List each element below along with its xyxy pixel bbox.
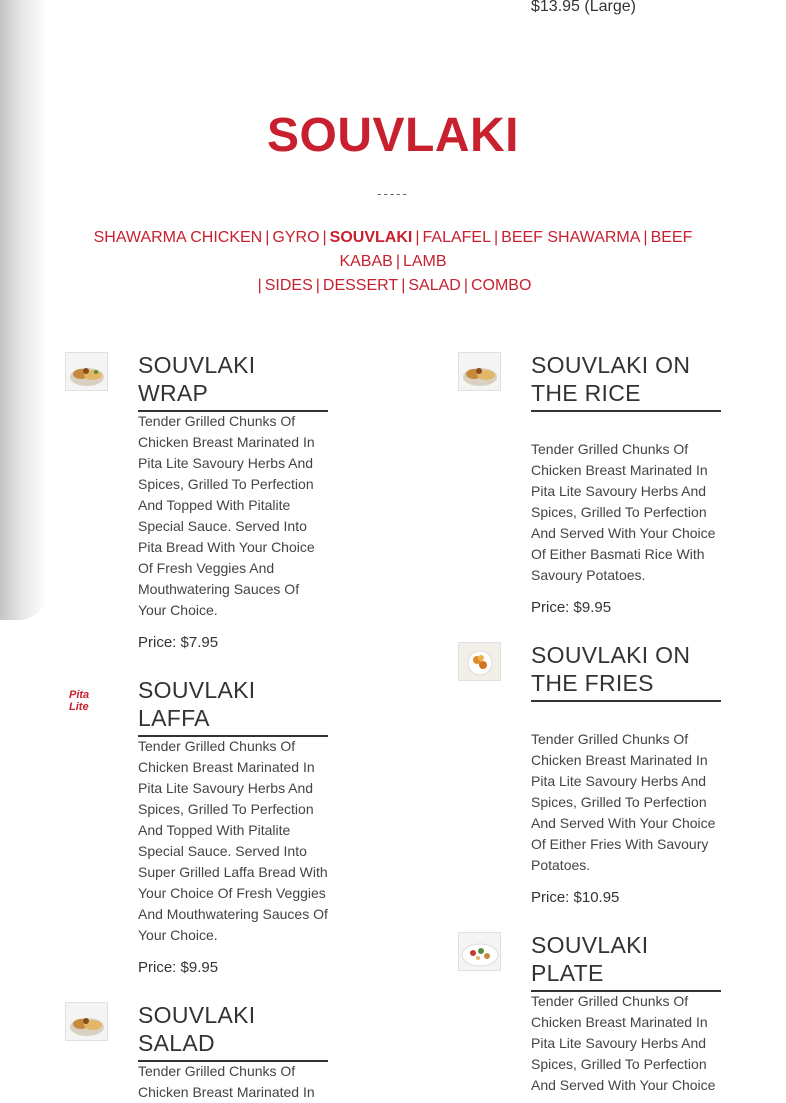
souvlaki-salad-thumbnail[interactable] — [65, 1002, 108, 1041]
souvlaki-rice-price: Price: $9.95 — [531, 599, 612, 616]
nav-separator: | — [493, 229, 499, 246]
nav-souvlaki[interactable]: SOUVLAKI — [329, 229, 413, 246]
nav-separator: | — [415, 229, 420, 246]
nav-separator: | — [395, 253, 400, 270]
nav-gyro[interactable]: GYRO — [272, 229, 320, 246]
nav-separator: | — [643, 229, 648, 246]
nav-shawarma-chicken[interactable]: SHAWARMA CHICKEN — [93, 229, 263, 246]
souvlaki-wrap-title[interactable]: SOUVLAKI WRAP — [138, 351, 328, 412]
souvlaki-rice-title[interactable]: SOUVLAKI ON THE RICE — [531, 351, 721, 412]
nav-separator: | — [315, 277, 320, 294]
nav-combo[interactable]: COMBO — [470, 277, 532, 294]
souvlaki-fries-title[interactable]: SOUVLAKI ON THE FRIES — [531, 641, 721, 702]
souvlaki-salad-description: Tender Grilled Chunks Of Chicken Breast Marinated In — [138, 1063, 315, 1100]
souvlaki-wrap-thumbnail[interactable] — [65, 352, 108, 391]
nav-falafel[interactable]: FALAFEL — [422, 229, 491, 246]
previous-item-price: $13.95 (Large) — [531, 0, 636, 15]
section-title: SOUVLAKI — [266, 109, 519, 162]
souvlaki-laffa-thumbnail[interactable] — [65, 677, 108, 716]
souvlaki-rice-description: Tender Grilled Chunks Of Chicken Breast Marinated In Pita Lite Savoury Herbs And Spices, Grilled To Perfection And Served With Your Choice Of Either Basmati Rice With Savoury Potatoes. — [531, 441, 716, 583]
souvlaki-plate-thumbnail[interactable] — [458, 932, 501, 971]
page-edge-shadow — [0, 0, 48, 620]
nav-dessert[interactable]: DESSERT — [322, 277, 399, 294]
souvlaki-fries-thumbnail[interactable] — [458, 642, 501, 681]
souvlaki-laffa-description: Tender Grilled Chunks Of Chicken Breast Marinated In Pita Lite Savoury Herbs And Spices, Grilled To Perfection And Topped With Pitalite Special Sauce. Served Into Super Grilled Laffa Bread With Your Choice Of Fresh Veggies And Mouthwatering Sauces Of Your Choice. — [138, 738, 328, 943]
souvlaki-laffa-price: Price: $9.95 — [138, 959, 219, 976]
category-nav — [50, 226, 736, 298]
nav-beef-kabab[interactable]: BEEF KABAB — [339, 229, 693, 270]
nav-separator: | — [257, 277, 262, 294]
nav-separator: | — [401, 277, 406, 294]
souvlaki-wrap-price: Price: $7.95 — [138, 634, 219, 651]
food-thumbnail-icon — [459, 643, 501, 681]
nav-salad[interactable]: SALAD — [408, 277, 461, 294]
pita-lite-logo: Pita Lite — [69, 689, 90, 713]
souvlaki-rice-thumbnail[interactable] — [458, 352, 501, 391]
nav-separator: | — [265, 229, 270, 246]
nav-beef-shawarma[interactable]: BEEF SHAWARMA — [501, 229, 641, 246]
food-thumbnail-icon — [66, 353, 108, 391]
food-thumbnail-icon — [459, 353, 501, 391]
nav-separator: | — [463, 277, 468, 294]
souvlaki-fries-price: Price: $10.95 — [531, 889, 620, 906]
souvlaki-plate-description: Tender Grilled Chunks Of Chicken Breast Marinated In Pita Lite Savoury Herbs And Spices, Grilled To Perfection And Served With Your Choice — [531, 993, 716, 1093]
nav-sides[interactable]: SIDES — [264, 277, 313, 294]
souvlaki-plate-title[interactable]: SOUVLAKI PLATE — [531, 931, 721, 992]
nav-lamb[interactable]: LAMB — [402, 253, 447, 270]
souvlaki-fries-description: Tender Grilled Chunks Of Chicken Breast Marinated In Pita Lite Savoury Herbs And Spices, Grilled To Perfection And Served With Your Choice Of Either Fries With Savoury Potatoes. — [531, 731, 716, 873]
food-thumbnail-icon — [459, 933, 501, 971]
food-thumbnail-icon — [66, 1003, 108, 1041]
souvlaki-salad-title[interactable]: SOUVLAKI SALAD — [138, 1001, 328, 1062]
souvlaki-wrap-description: Tender Grilled Chunks Of Chicken Breast Marinated In Pita Lite Savoury Herbs And Spices, Grilled To Perfection And Topped With Pitalite Special Sauce. Served Into Pita Bread With Your Choice Of Fresh Veggies And Mouthwatering Sauces Of Your Choice. — [138, 413, 315, 618]
title-divider: ----- — [377, 186, 409, 201]
nav-separator: | — [322, 229, 327, 246]
souvlaki-laffa-title[interactable]: SOUVLAKI LAFFA — [138, 676, 328, 737]
